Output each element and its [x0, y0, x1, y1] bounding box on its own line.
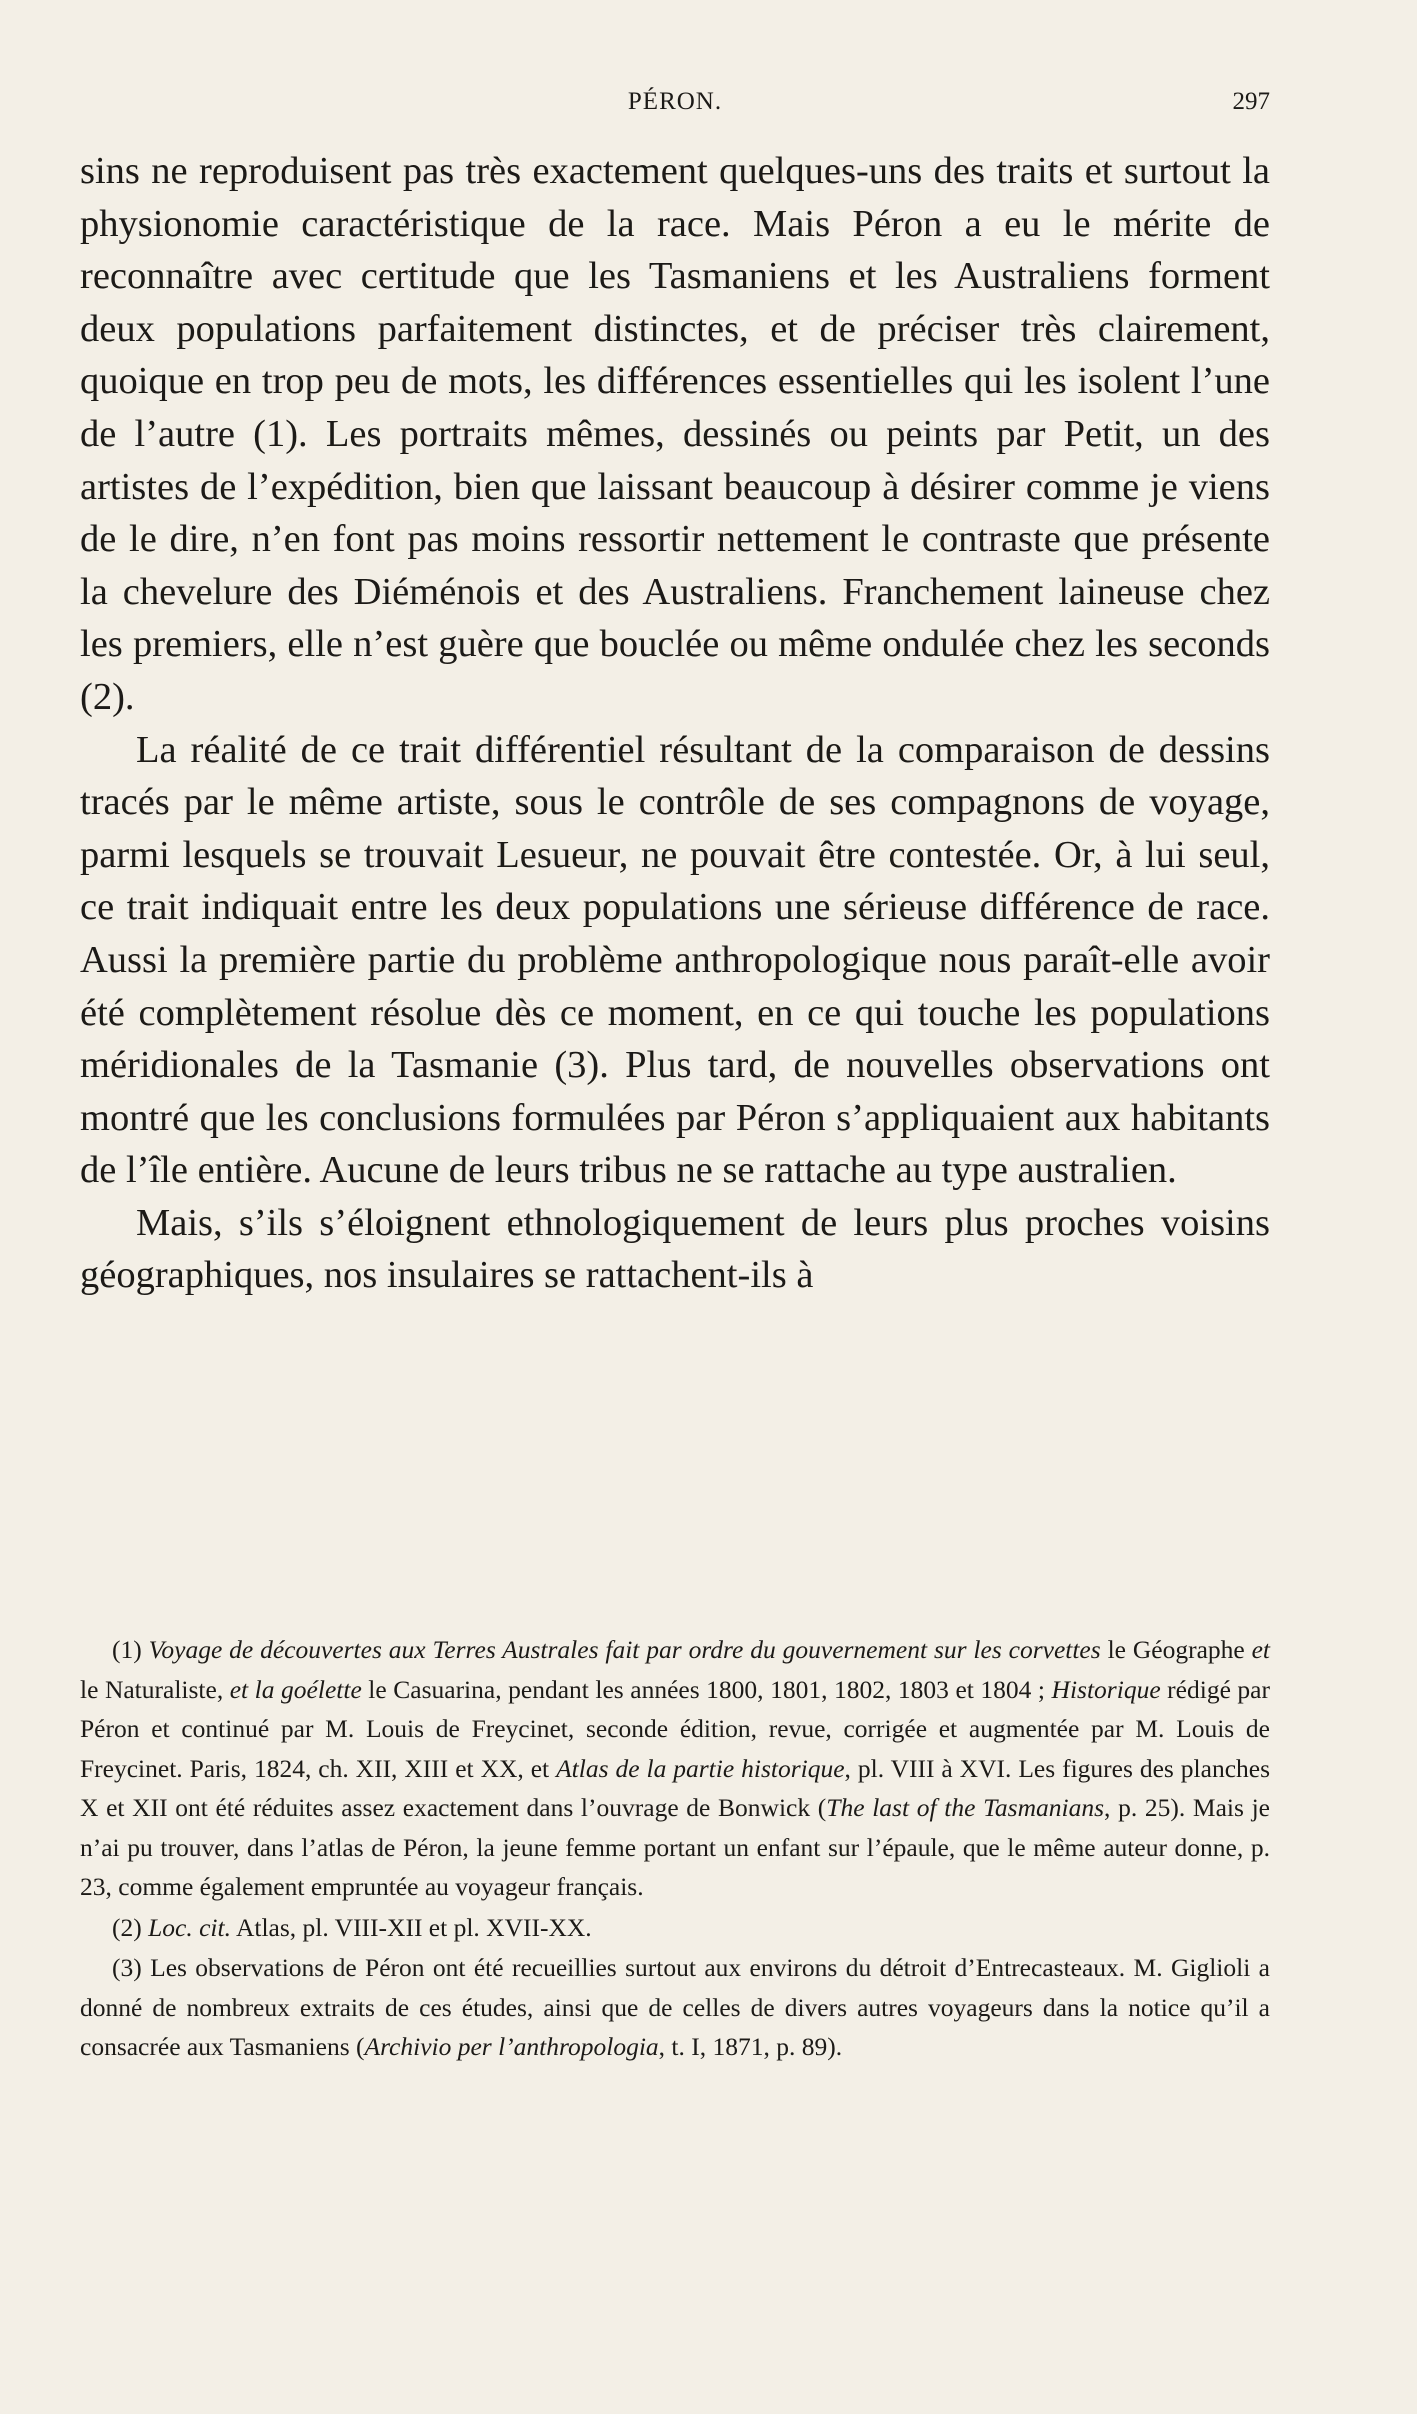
footnote-1-part: Voyage de découvertes aux Terres Australes fait par ordre du gouvernement sur les corvettes	[148, 1635, 1101, 1664]
footnote-1-part: le Casuarina, pendant les années 1800, 1801, 1802, 1803 et 1804 ;	[361, 1674, 1052, 1704]
running-head	[80, 88, 1270, 128]
footnote-1-part: , pl. VIII à XVI. Les figures des planches X et XII ont été réduites assez exactement dans l’ouvrage de Bonwick (	[80, 1753, 1270, 1822]
footnote-2	[80, 1908, 1270, 1948]
footnote-1-part: et la goélette	[229, 1674, 362, 1704]
footnote-3-part: (3) Les observations de Péron ont été recueillies surtout aux environs du détroit d’Entrecasteaux. M. Giglioli a donné de nombreux extraits de ces études, ainsi que de celles de divers autres voyageurs dans la notice qu’il a consacrée aux Tasmaniens (	[80, 1953, 1270, 2061]
paragraph-2: La réalité de ce trait différentiel résultant de la comparaison de dessins tracés par le même artiste, sous le contrôle de ses compagnons de voyage, parmi lesquels se trouvait Lesueur, ne pouvait être contestée. Or, à lui seul, ce trait indiquait entre les deux populations une sérieuse différence de race. Aussi la première partie du problème anthropologique nous paraît-elle avoir été complètement résolue dès ce moment, en ce qui touche les populations méridionales de la Tasmanie (3). Plus tard, de nouvelles observations ont montré que les conclusions formulées par Péron s’appliquaient aux habitants de l’île entière. Aucune de leurs tribus ne se rattache au type australien.	[80, 728, 1270, 1192]
footnote-2-part: (2)	[112, 1912, 149, 1942]
footnote-1-part: le Naturaliste,	[80, 1674, 230, 1704]
footnote-1-part: The last of the Tasmanians	[826, 1793, 1105, 1822]
footnotes	[80, 1630, 1270, 2067]
footnote-1-part: rédigé par Péron et continué par M. Louis de Freycinet, seconde édition, revue, corrigée et augmentée par M. Louis de Freycinet. Paris, 1824, ch. XII, XIII et XX, et	[80, 1674, 1270, 1783]
page-number: 297	[1232, 88, 1270, 115]
footnote-1-part: le Géographe	[1100, 1635, 1252, 1664]
footnote-1-part: (1)	[112, 1635, 149, 1664]
footnote-2-part: Atlas, pl. VIII-XII et pl. XVII-XX.	[230, 1912, 592, 1942]
footnote-3	[80, 1948, 1270, 2067]
footnote-3-part: Archivio per l’anthropologia	[364, 2032, 659, 2061]
footnote-1-part: , p. 25). Mais je n’ai pu trouver, dans l’atlas de Péron, la jeune femme portant un enfant sur l’épaule, que le même auteur donne, p. 23, comme également empruntée au voyageur français.	[80, 1793, 1270, 1901]
footnote-2-part: Loc. cit.	[148, 1912, 231, 1942]
paragraph-3: Mais, s’ils s’éloignent ethnologiquement de leurs plus proches voisins géographiques, nos insulaires se rattachent-ils à	[80, 1201, 1270, 1297]
main-text	[80, 145, 1270, 1302]
footnote-3-part: , t. I, 1871, p. 89).	[658, 2032, 843, 2061]
footnote-1	[80, 1630, 1270, 1907]
footnote-1-part: et	[1251, 1635, 1271, 1664]
running-title: PÉRON.	[627, 88, 723, 115]
paragraph-1: sins ne reproduisent pas très exactement quelques-uns des traits et surtout la physionomie caractéristique de la race. Mais Péron a eu le mérite de reconnaître avec certitude que les Tasmaniens et les Australiens forment deux populations parfaitement distinctes, et de préciser très clairement, quoique en trop peu de mots, les différences essentielles qui les isolent l’une de l’autre (1). Les portraits mêmes, dessinés ou peints par Petit, un des artistes de l’expédition, bien que laissant beaucoup à désirer comme je viens de le dire, n’en font pas moins ressortir nettement le contraste que présente la chevelure des Diéménois et des Australiens. Franchement laineuse chez les premiers, elle n’est guère que bouclée ou même ondulée chez les seconds (2).	[80, 150, 1270, 718]
footnote-1-part: Historique	[1051, 1674, 1161, 1704]
footnote-1-part: Atlas de la partie historique	[556, 1753, 845, 1783]
